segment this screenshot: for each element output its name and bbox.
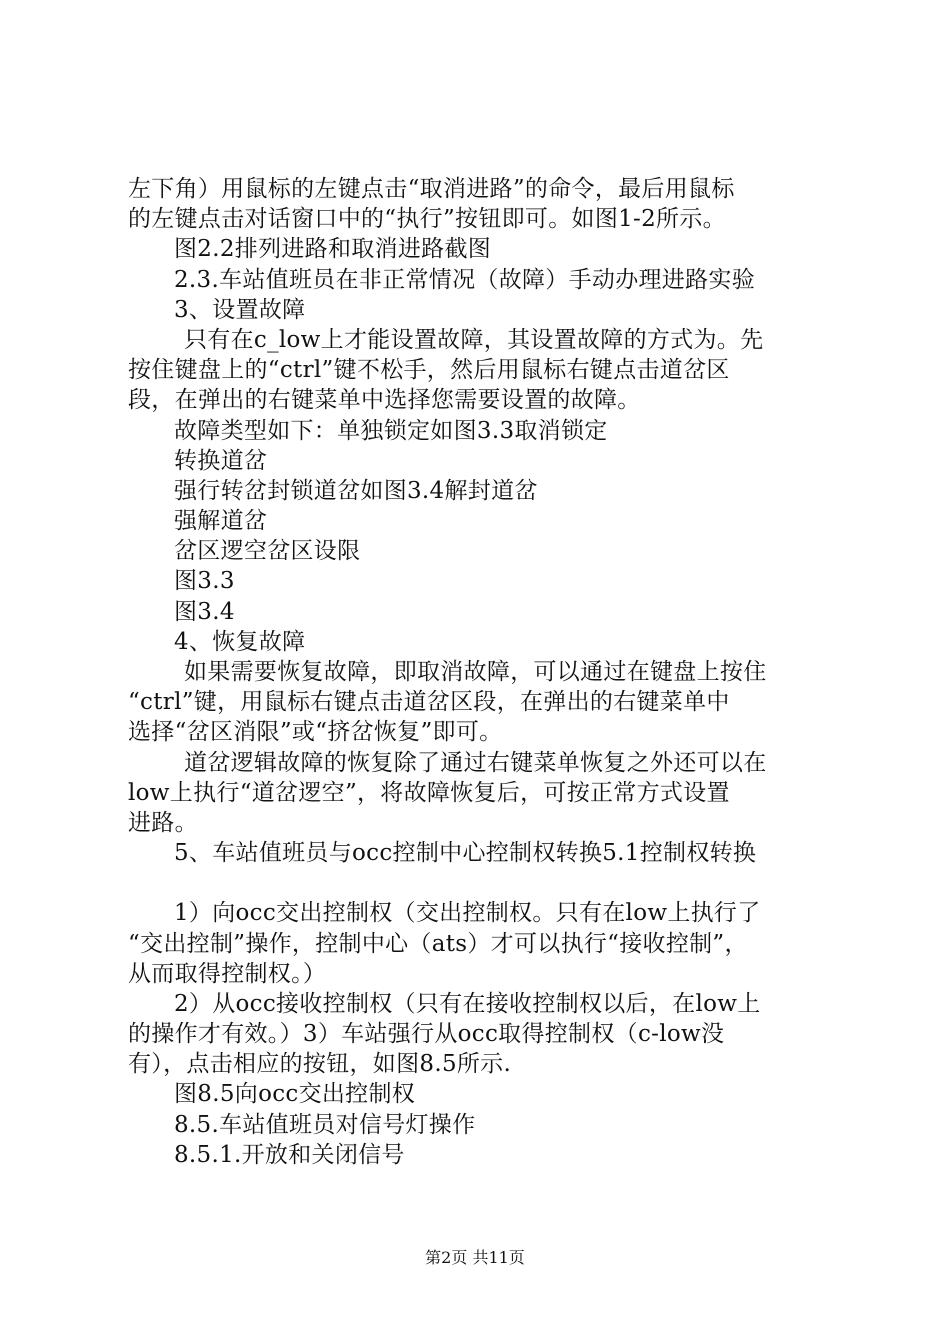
section-heading: 3、设置故障 bbox=[174, 296, 306, 323]
text-line: 1）向occ交出控制权（交出控制权。只有在low上执行了 bbox=[174, 900, 761, 927]
text-line: 如果需要恢复故障，即取消故障，可以通过在键盘上按住 bbox=[184, 659, 767, 685]
section-heading: 2.3.车站值班员在非正常情况（故障）手动办理进路实验 bbox=[174, 266, 755, 293]
text-line: “ctrl”键，用鼠标右键点击道岔区段，在弹出的右键菜单中 bbox=[128, 689, 730, 716]
text-line: 故障类型如下：单独锁定如图3.3取消锁定 bbox=[174, 417, 608, 444]
text-line: 左下角）用鼠标的左键点击“取消进路”的命令，最后用鼠标 bbox=[128, 176, 735, 202]
text-line: 强行转岔封锁道岔如图3.4解封道岔 bbox=[174, 477, 538, 504]
blank-line bbox=[128, 868, 833, 898]
section-heading: 8.5.车站值班员对信号灯操作 bbox=[174, 1111, 476, 1138]
figure-caption: 图2.2排列进路和取消进路截图 bbox=[174, 236, 492, 263]
document-body bbox=[128, 174, 833, 1170]
section-heading: 4、恢复故障 bbox=[174, 628, 306, 655]
section-heading: 5、车站值班员与occ控制中心控制权转换5.1控制权转换 bbox=[174, 840, 757, 867]
text-line: 选择“岔区消限”或“挤岔恢复”即可。 bbox=[128, 719, 503, 746]
figure-caption: 图8.5向occ交出控制权 bbox=[174, 1081, 416, 1108]
text-line: low上执行“道岔逻空”，将故障恢复后，可按正常方式设置 bbox=[128, 779, 730, 806]
text-line: 有），点击相应的按钮，如图8.5所示. bbox=[128, 1051, 512, 1078]
text-line: 按住键盘上的“ctrl”键不松手，然后用鼠标右键点击道岔区 bbox=[128, 357, 730, 384]
text-line: 从而取得控制权。） bbox=[128, 960, 327, 987]
section-heading: 8.5.1.开放和关闭信号 bbox=[174, 1141, 405, 1168]
text-line: 进路。 bbox=[128, 809, 198, 836]
figure-caption: 图3.4 bbox=[174, 598, 235, 625]
text-line: 只有在c_low上才能设置故障，其设置故障的方式为。先 bbox=[184, 326, 764, 353]
page-number: 第2页 共11页 bbox=[425, 1248, 525, 1267]
figure-caption: 图3.3 bbox=[174, 568, 235, 595]
text-line: “交出控制”操作，控制中心（ats）才可以执行“接收控制”， bbox=[128, 930, 748, 957]
text-line: 段，在弹出的右键菜单中选择您需要设置的故障。 bbox=[128, 387, 641, 414]
text-line: 岔区逻空岔区设限 bbox=[174, 538, 361, 565]
text-line: 2）从occ接收控制权（只有在接收控制权以后，在low上 bbox=[174, 990, 761, 1017]
text-line: 的左键点击对话窗口中的“执行”按钮即可。如图1-2所示。 bbox=[128, 206, 726, 233]
text-line: 转换道岔 bbox=[174, 447, 268, 474]
text-line: 的操作才有效。）3）车站强行从occ取得控制权（c-low没 bbox=[128, 1021, 725, 1048]
text-line: 道岔逻辑故障的恢复除了通过右键菜单恢复之外还可以在 bbox=[184, 749, 767, 776]
text-line: 强解道岔 bbox=[174, 508, 268, 535]
